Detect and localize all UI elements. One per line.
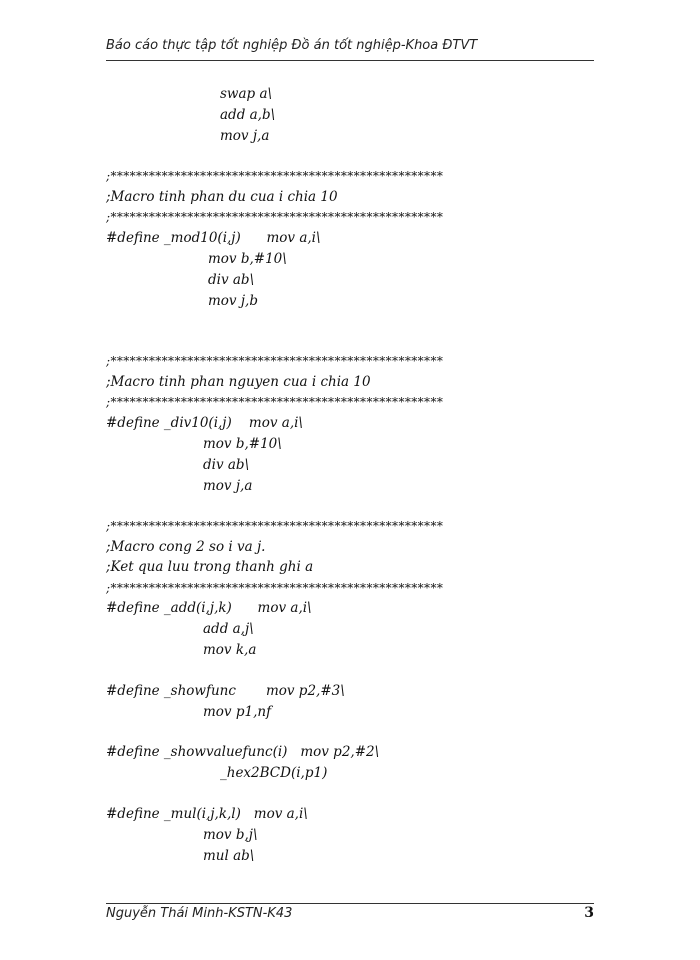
code-line: swap a\ <box>220 86 273 102</box>
code-line: #define _showfunc mov p2,#3\ <box>106 683 345 699</box>
code-line: div ab\ <box>208 272 255 288</box>
page-header: Báo cáo thực tập tốt nghiệp Đồ án tốt nghiệp-Khoa ĐTVT <box>106 38 478 53</box>
page-number: 3 <box>584 905 594 921</box>
code-line: mov j,a <box>203 478 253 494</box>
comment-line: ;Macro cong 2 so i va j. <box>106 539 266 555</box>
code-line: div ab\ <box>203 457 250 473</box>
code-line: mov j,a <box>220 128 270 144</box>
code-line: _hex2BCD(i,p1) <box>220 765 328 781</box>
comment-line: ;Ket qua luu trong thanh ghi a <box>106 559 314 575</box>
code-line: mov b,#10\ <box>208 251 287 267</box>
code-line: add a,b\ <box>220 107 276 123</box>
code-line: mov j,b <box>208 293 258 309</box>
code-line: mov k,a <box>203 642 257 658</box>
header-rule <box>106 60 594 61</box>
code-line: #define _mod10(i,j) mov a,i\ <box>106 230 321 246</box>
comment-divider: ;**************************************************** <box>106 395 444 409</box>
code-line: mov b,j\ <box>203 827 258 843</box>
code-line: mul ab\ <box>203 848 255 864</box>
code-line: mov b,#10\ <box>203 436 282 452</box>
code-line: #define _showvaluefunc(i) mov p2,#2\ <box>106 744 380 760</box>
footer-rule <box>106 903 594 904</box>
footer-author: Nguyễn Thái Minh-KSTN-K43 <box>106 906 293 921</box>
comment-line: ;Macro tinh phan nguyen cua i chia 10 <box>106 374 371 390</box>
comment-line: ;Macro tinh phan du cua i chia 10 <box>106 189 338 205</box>
comment-divider: ;**************************************************** <box>106 169 444 183</box>
comment-divider: ;**************************************************** <box>106 581 444 595</box>
code-line: #define _div10(i,j) mov a,i\ <box>106 415 303 431</box>
code-line: add a,j\ <box>203 621 254 637</box>
code-line: #define _add(i,j,k) mov a,i\ <box>106 600 312 616</box>
code-line: mov p1,nf <box>203 704 272 720</box>
code-line: #define _mul(i,j,k,l) mov a,i\ <box>106 806 308 822</box>
comment-divider: ;**************************************************** <box>106 210 444 224</box>
comment-divider: ;**************************************************** <box>106 519 444 533</box>
comment-divider: ;**************************************************** <box>106 354 444 368</box>
